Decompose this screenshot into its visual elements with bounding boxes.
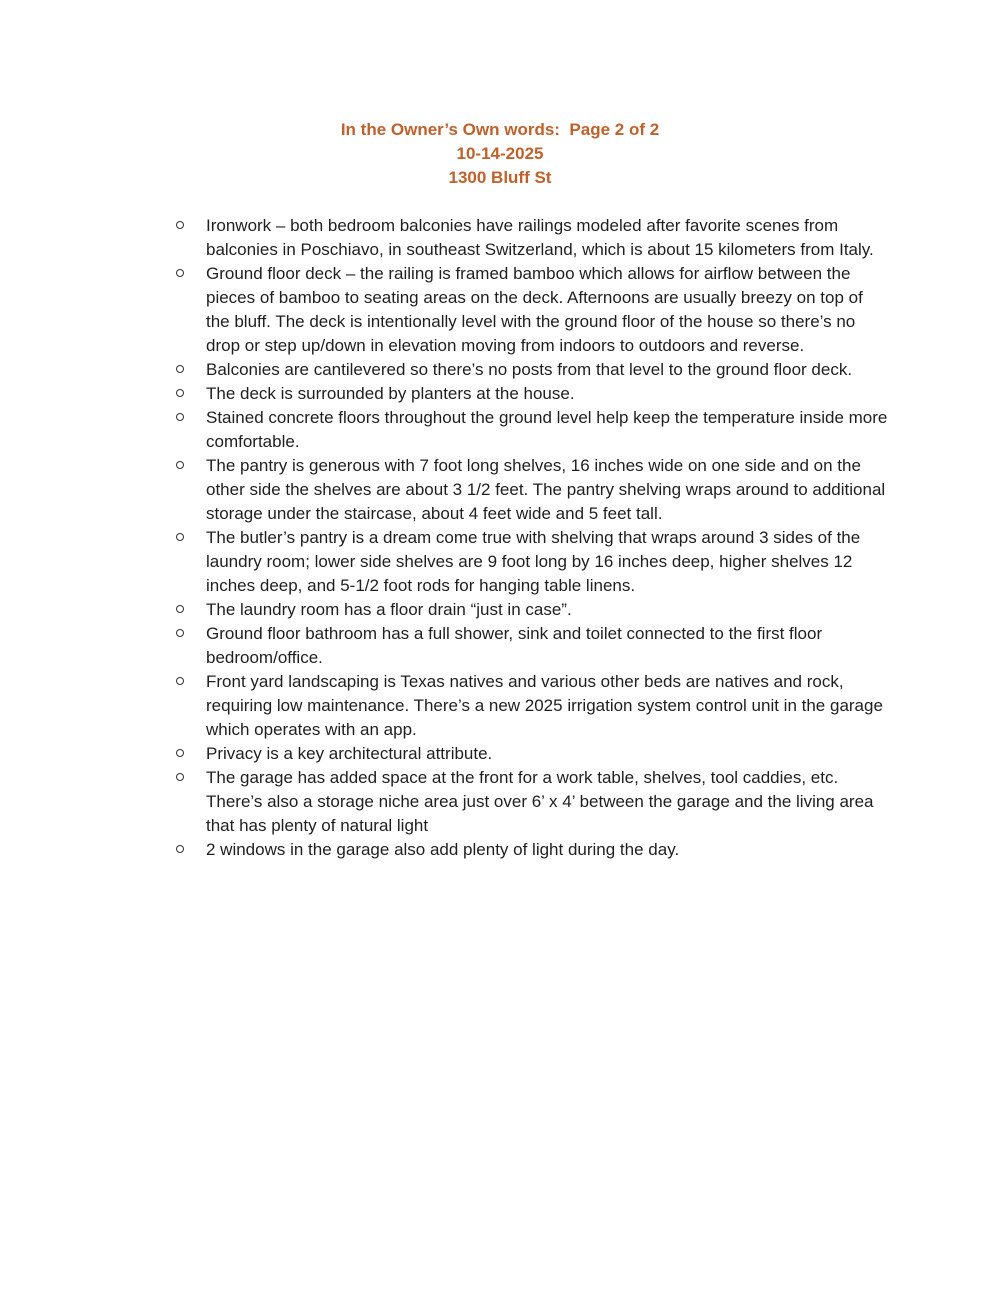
hollow-circle-bullet-icon xyxy=(176,605,184,613)
hollow-circle-bullet-icon xyxy=(176,845,184,853)
hollow-circle-bullet-icon xyxy=(176,221,184,229)
list-item xyxy=(0,454,1000,526)
list-item-text: 2 windows in the garage also add plenty of light during the day. xyxy=(206,840,680,859)
hollow-circle-bullet-icon xyxy=(176,365,184,373)
hollow-circle-bullet-icon xyxy=(176,773,184,781)
hollow-circle-bullet-icon xyxy=(176,533,184,541)
list-item xyxy=(0,742,1000,766)
list-item-text: Ground floor bathroom has a full shower, sink and toilet connected to the first floor bedroom/office. xyxy=(206,624,823,667)
list-item-text: The laundry room has a floor drain “just in case”. xyxy=(206,600,572,619)
list-item xyxy=(0,382,1000,406)
list-item xyxy=(0,670,1000,742)
list-item-text: Front yard landscaping is Texas natives and various other beds are natives and rock, requiring low maintenance. There’s a new 2025 irrigation system control unit in the garage which operates with an app. xyxy=(206,672,883,739)
list-item xyxy=(0,766,1000,838)
list-item xyxy=(0,358,1000,382)
list-item xyxy=(0,838,1000,862)
hollow-circle-bullet-icon xyxy=(176,269,184,277)
hollow-circle-bullet-icon xyxy=(176,389,184,397)
hollow-circle-bullet-icon xyxy=(176,461,184,469)
list-item-text: Ironwork – both bedroom balconies have railings modeled after favorite scenes from balconies in Poschiavo, in southeast Switzerland, which is about 15 kilometers from Italy. xyxy=(206,216,874,259)
list-item xyxy=(0,526,1000,598)
list-item-text: Stained concrete floors throughout the ground level help keep the temperature inside more comfortable. xyxy=(206,408,888,451)
hollow-circle-bullet-icon xyxy=(176,677,184,685)
list-item xyxy=(0,262,1000,358)
list-item-text: The pantry is generous with 7 foot long shelves, 16 inches wide on one side and on the other side the shelves are about 3 1/2 feet. The pantry shelving wraps around to additional storage under the staircase, about 4 feet wide and 5 feet tall. xyxy=(206,456,886,523)
list-item xyxy=(0,406,1000,454)
hollow-circle-bullet-icon xyxy=(176,749,184,757)
list-item-text: The garage has added space at the front for a work table, shelves, tool caddies, etc. There’s also a storage niche area just over 6’ x 4’ between the garage and the living area that has plenty of natural light xyxy=(206,768,874,835)
hollow-circle-bullet-icon xyxy=(176,413,184,421)
list-item-text: Privacy is a key architectural attribute. xyxy=(206,744,493,763)
list-item xyxy=(0,622,1000,670)
list-item-text: Balconies are cantilevered so there’s no posts from that level to the ground floor deck. xyxy=(206,360,853,379)
list-item xyxy=(0,598,1000,622)
list-item xyxy=(0,214,1000,262)
list-item-text: The deck is surrounded by planters at the house. xyxy=(206,384,575,403)
header-address: 1300 Bluff St xyxy=(448,168,552,187)
feature-list xyxy=(0,214,1000,862)
list-item-text: The butler’s pantry is a dream come true with shelving that wraps around 3 sides of the laundry room; lower side shelves are 9 foot long by 16 inches deep, higher shelves 12 inches deep, and 5-1/2 foot rods for hanging table linens. xyxy=(206,528,861,595)
list-item-text: Ground floor deck – the railing is framed bamboo which allows for airflow between the pieces of bamboo to seating areas on the deck. Afternoons are usually breezy on top of the bluff. The deck is intentionally level with the ground floor of the house so there’s no drop or step up/down in elevation moving from indoors to outdoors and reverse. xyxy=(206,264,863,355)
hollow-circle-bullet-icon xyxy=(176,629,184,637)
page-header xyxy=(0,118,1000,190)
header-title: In the Owner’s Own words: Page 2 of 2 xyxy=(340,120,660,139)
header-date: 10-14-2025 xyxy=(456,144,544,163)
